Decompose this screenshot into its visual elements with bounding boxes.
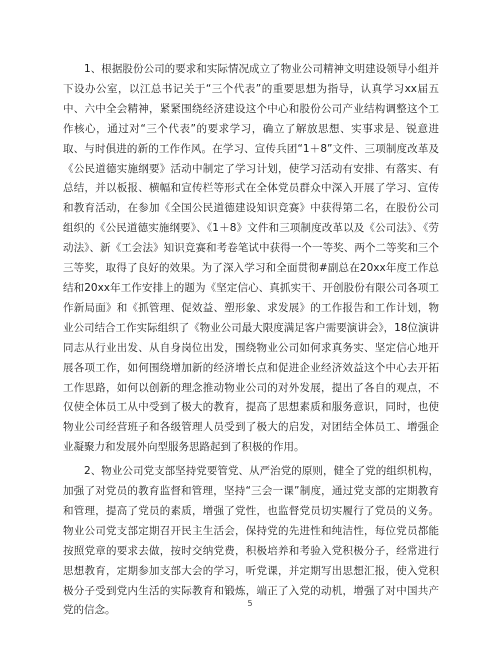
paragraph-2: 2、物业公司党支部坚持党要管党、从严治党的原则，健全了党的组织机构，加强了对党员的教育监督和管理，坚持“三会一课”制度，通过党支部的定期教育和管理，提高了党员的素质，增强了党性，也监督党员切实履行了党员的义务。物业公司党支部定期召开民主生活会，保持党的先进性和纯洁性，每位党员都能按照党章的要求去做，按时交纳党费，积极培养和考验入党积极分子，经常进行思想教育，定期参加支部大会的学习，听党课，并定期写出思想汇报，使入党积极分子受到党内生活的实际教育和锻炼，端正了入党的动机，增强了对中国共产党的信念。 <box>63 465 439 617</box>
page-number: 5 <box>247 599 253 608</box>
paragraph-1: 1、根据股份公司的要求和实际情况成立了物业公司精神文明建设领导小组并下设办公室，以江总书记关于“三个代表”的重要思想为指导，认真学习xx届五中、六中全会精神，紧紧围绕经济建设这个中心和股份公司产业结构调整这个工作核心，通过对“三个代表”的要求学习，确立了解放思想、实事求是、锐意进取、与时俱进的新的工作作风。在学习、宣传兵团“1＋8”文件、三项制度改革及《公民道德实施纲要》活动中制定了学习计划，使学习活动有安排、有落实、有总结，并以板报、横幅和宣传栏等形式在全体党员群众中深入开展了学习、宣传和教育活动，在参加《全国公民道德建设知识竞赛》中获得第二名，在股份公司组织的《公民道德实施纲要》、《1＋8》文件和三项制度改革以及《公司法》、《劳动法》、新《工会法》知识竞赛和考卷笔试中获得一个一等奖、两个二等奖和三个三等奖，取得了良好的效果。为了深入学习和全面贯彻#副总在20xx年度工作总结和20xx年工作安排上的题为《坚定信心、真抓实干、开创股份有限公司各项工作新局面》和《抓管理、促效益、塑形象、求发展》的工作报告和工作计划，物业公司结合工作实际组织了《物业公司最大限度满足客户需要演讲会》，18位演讲同志从行业出发、从自身岗位出发，围绕物业公司如何求真务实、坚定信心地开展各项工作，如何围绕增加新的经济增长点和促进企业经济效益这个中心去开拓工作思路，如何以创新的理念推动物业公司的对外发展，提出了各自的观点，不仅使全体员工从中受到了极大的教育，提高了思想素质和服务意识，同时，也使物业公司经营班子和各级管理人员受到了极大的启发，对团结全体员工、增强企业凝聚力和发展外向型服务思路起到了积极的作用。 <box>63 63 439 454</box>
document-body <box>63 60 439 621</box>
